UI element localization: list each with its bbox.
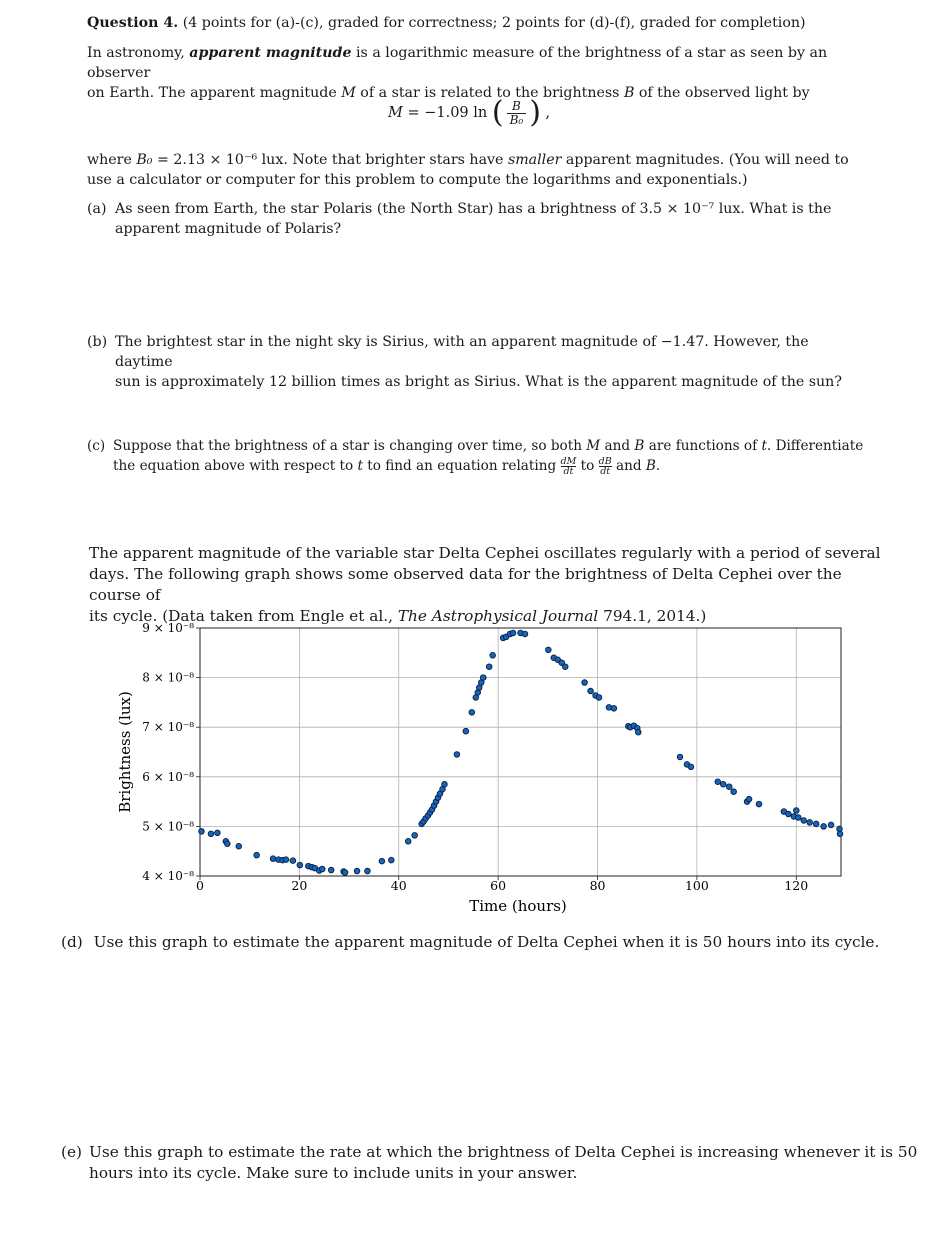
data-point xyxy=(807,820,813,826)
data-point xyxy=(297,862,303,868)
intro-text: of a star is related to the brightness xyxy=(355,85,624,101)
where-line2: use a calculator or computer for this problem to compute the logarithms and exponentials.) xyxy=(87,172,748,188)
journal-title: The Astrophysical Journal xyxy=(397,607,599,625)
data-point xyxy=(756,801,762,807)
x-tick-label: 120 xyxy=(784,878,809,893)
data-point xyxy=(588,688,594,694)
part-d-label: (d) xyxy=(61,933,83,951)
chart-grid xyxy=(200,628,841,876)
apparent-magnitude-term: apparent magnitude xyxy=(189,45,352,61)
part-c-text: . xyxy=(655,458,661,474)
part-a-text: apparent magnitude of Polaris? xyxy=(115,221,342,237)
data-point xyxy=(389,857,395,863)
cepheid-text: The apparent magnitude of the variable star Delta Cephei oscillates regularly with a period of several xyxy=(89,544,881,562)
data-point xyxy=(828,822,834,828)
var-t: t xyxy=(761,438,767,454)
data-point xyxy=(562,664,568,670)
data-point xyxy=(254,852,260,858)
y-axis-label: Brightness (lux) xyxy=(116,691,134,813)
y-tick-label: 9 × 10⁻⁸ xyxy=(142,621,194,635)
var-B: B xyxy=(634,438,645,454)
data-point xyxy=(490,652,496,658)
data-point xyxy=(726,784,732,790)
var-M: M xyxy=(341,85,356,101)
cepheid-text: 794.1, 2014.) xyxy=(598,607,707,625)
where-text: = 2.13 × 10⁻⁶ lux. Note that brighter stars have xyxy=(152,152,508,168)
part-a-text: As seen from Earth, the star Polaris (the North Star) has a brightness of 3.5 × 10⁻⁷ lux. What is the xyxy=(115,201,832,217)
x-tick-label: 100 xyxy=(684,878,709,893)
equation-trail: , xyxy=(540,105,551,121)
part-c-text: are functions of xyxy=(644,438,762,454)
var-B0: B₀ xyxy=(136,152,153,168)
data-point xyxy=(342,870,348,876)
y-tick-label: 4 × 10⁻⁸ xyxy=(142,869,194,883)
data-point xyxy=(688,764,694,770)
var-B: B xyxy=(645,458,656,474)
equation-denominator: B₀ xyxy=(509,112,524,127)
part-b-label: (b) xyxy=(87,334,108,350)
data-point xyxy=(442,781,448,787)
var-t: t xyxy=(357,458,363,474)
part-d xyxy=(61,932,921,953)
data-point xyxy=(225,841,231,847)
data-point xyxy=(486,664,492,670)
part-c-text: Suppose that the brightness of a star is changing over time, so both xyxy=(113,438,587,454)
x-tick-label: 20 xyxy=(291,878,308,893)
var-M: M xyxy=(586,438,601,454)
data-point xyxy=(786,811,792,817)
x-tick-label: 40 xyxy=(390,878,407,893)
x-ticks xyxy=(196,876,808,893)
data-point xyxy=(270,856,276,862)
cepheid-text: days. The following graph shows some observed data for the brightness of Delta Cephei over the course of xyxy=(89,565,842,604)
intro-text: on Earth. The apparent magnitude xyxy=(87,85,342,101)
dt: dt xyxy=(563,466,574,477)
where-text: where xyxy=(87,152,137,168)
data-point xyxy=(354,868,360,874)
part-c-label: (c) xyxy=(87,438,106,454)
data-point xyxy=(793,808,799,814)
where-text: apparent magnitudes. (You will need to xyxy=(561,152,849,168)
data-point xyxy=(236,843,242,849)
data-point xyxy=(635,729,641,735)
data-point xyxy=(801,818,807,824)
part-c-text: to xyxy=(576,458,599,474)
dM: dM xyxy=(560,456,577,467)
question-points: (4 points for (a)-(c), graded for correctness; 2 points for (d)-(f), graded for completion) xyxy=(182,15,806,31)
data-point xyxy=(731,789,737,795)
data-point xyxy=(463,728,469,734)
x-tick-label: 0 xyxy=(196,878,204,893)
plot-frame xyxy=(200,628,841,876)
part-c-text: to find an equation relating xyxy=(362,458,561,474)
data-point xyxy=(821,824,827,830)
question-label: Question 4. xyxy=(87,15,179,31)
data-point xyxy=(199,829,205,835)
dB: dB xyxy=(598,456,612,467)
intro-text: In astronomy, xyxy=(87,45,190,61)
intro-text: of the observed light by xyxy=(634,85,810,101)
data-point xyxy=(480,675,486,681)
data-point xyxy=(405,838,411,844)
magnitude-equation: M = −1.09 ln ( $\frac{B}{\text{B₀}}$ ) , xyxy=(388,95,551,130)
part-c-text: and xyxy=(611,458,646,474)
part-c-text: . Differentiate xyxy=(766,438,864,454)
data-point xyxy=(319,866,325,872)
data-point xyxy=(837,831,843,837)
data-point xyxy=(290,858,296,864)
data-point xyxy=(677,754,683,760)
data-point xyxy=(328,867,334,873)
y-tick-label: 7 × 10⁻⁸ xyxy=(142,720,194,735)
smaller-term: smaller xyxy=(507,152,562,168)
data-point xyxy=(215,830,221,836)
equation-lhs: M xyxy=(388,105,403,121)
part-e-text: Use this graph to estimate the rate at which the brightness of Delta Cephei is increasing whenever it is 50 xyxy=(89,1143,918,1161)
data-points xyxy=(199,630,843,875)
part-c-text: the equation above with respect to xyxy=(113,458,358,474)
data-point xyxy=(412,833,418,839)
intro-text: is a logarithmic measure of the brightness of a star as seen by an observer xyxy=(87,45,828,81)
data-point xyxy=(379,858,385,864)
dt: dt xyxy=(600,466,611,477)
data-point xyxy=(208,831,214,837)
data-point xyxy=(582,680,588,686)
data-point xyxy=(546,647,552,653)
part-c-text: and xyxy=(600,438,635,454)
data-point xyxy=(611,706,617,712)
part-b-text: sun is approximately 12 billion times as bright as Sirius. What is the apparent magnitude of the sun? xyxy=(115,374,842,390)
y-ticks xyxy=(142,621,200,883)
data-point xyxy=(715,779,721,785)
data-point xyxy=(283,857,289,863)
var-B: B xyxy=(623,85,635,101)
data-point xyxy=(795,815,801,821)
data-point xyxy=(746,796,752,802)
data-point xyxy=(522,631,528,637)
part-e xyxy=(61,1142,921,1184)
x-tick-label: 60 xyxy=(490,878,507,893)
part-d-text: Use this graph to estimate the apparent magnitude of Delta Cephei when it is 50 hours into its cycle. xyxy=(93,933,880,951)
part-e-label: (e) xyxy=(61,1143,82,1161)
data-point xyxy=(510,630,516,636)
y-tick-label: 6 × 10⁻⁸ xyxy=(142,769,194,784)
x-tick-label: 80 xyxy=(589,878,606,893)
data-point xyxy=(454,752,460,758)
data-point xyxy=(365,868,371,874)
y-tick-label: 5 × 10⁻⁸ xyxy=(142,819,194,834)
part-a-label: (a) xyxy=(87,201,107,217)
cepheid-text: its cycle. (Data taken from Engle et al., xyxy=(89,607,398,625)
data-point xyxy=(469,710,475,716)
equation-numerator: B xyxy=(507,100,527,114)
part-e-text: hours into its cycle. Make sure to include units in your answer. xyxy=(89,1164,578,1182)
x-axis-label: Time (hours) xyxy=(469,897,567,915)
part-b-text: The brightest star in the night sky is Sirius, with an apparent magnitude of −1.47. However, the daytime xyxy=(115,334,809,370)
data-point xyxy=(720,781,726,787)
data-point xyxy=(813,821,819,827)
equation-coeff: = −1.09 ln xyxy=(402,105,492,121)
data-point xyxy=(596,695,602,701)
y-tick-label: 8 × 10⁻⁸ xyxy=(142,670,194,685)
